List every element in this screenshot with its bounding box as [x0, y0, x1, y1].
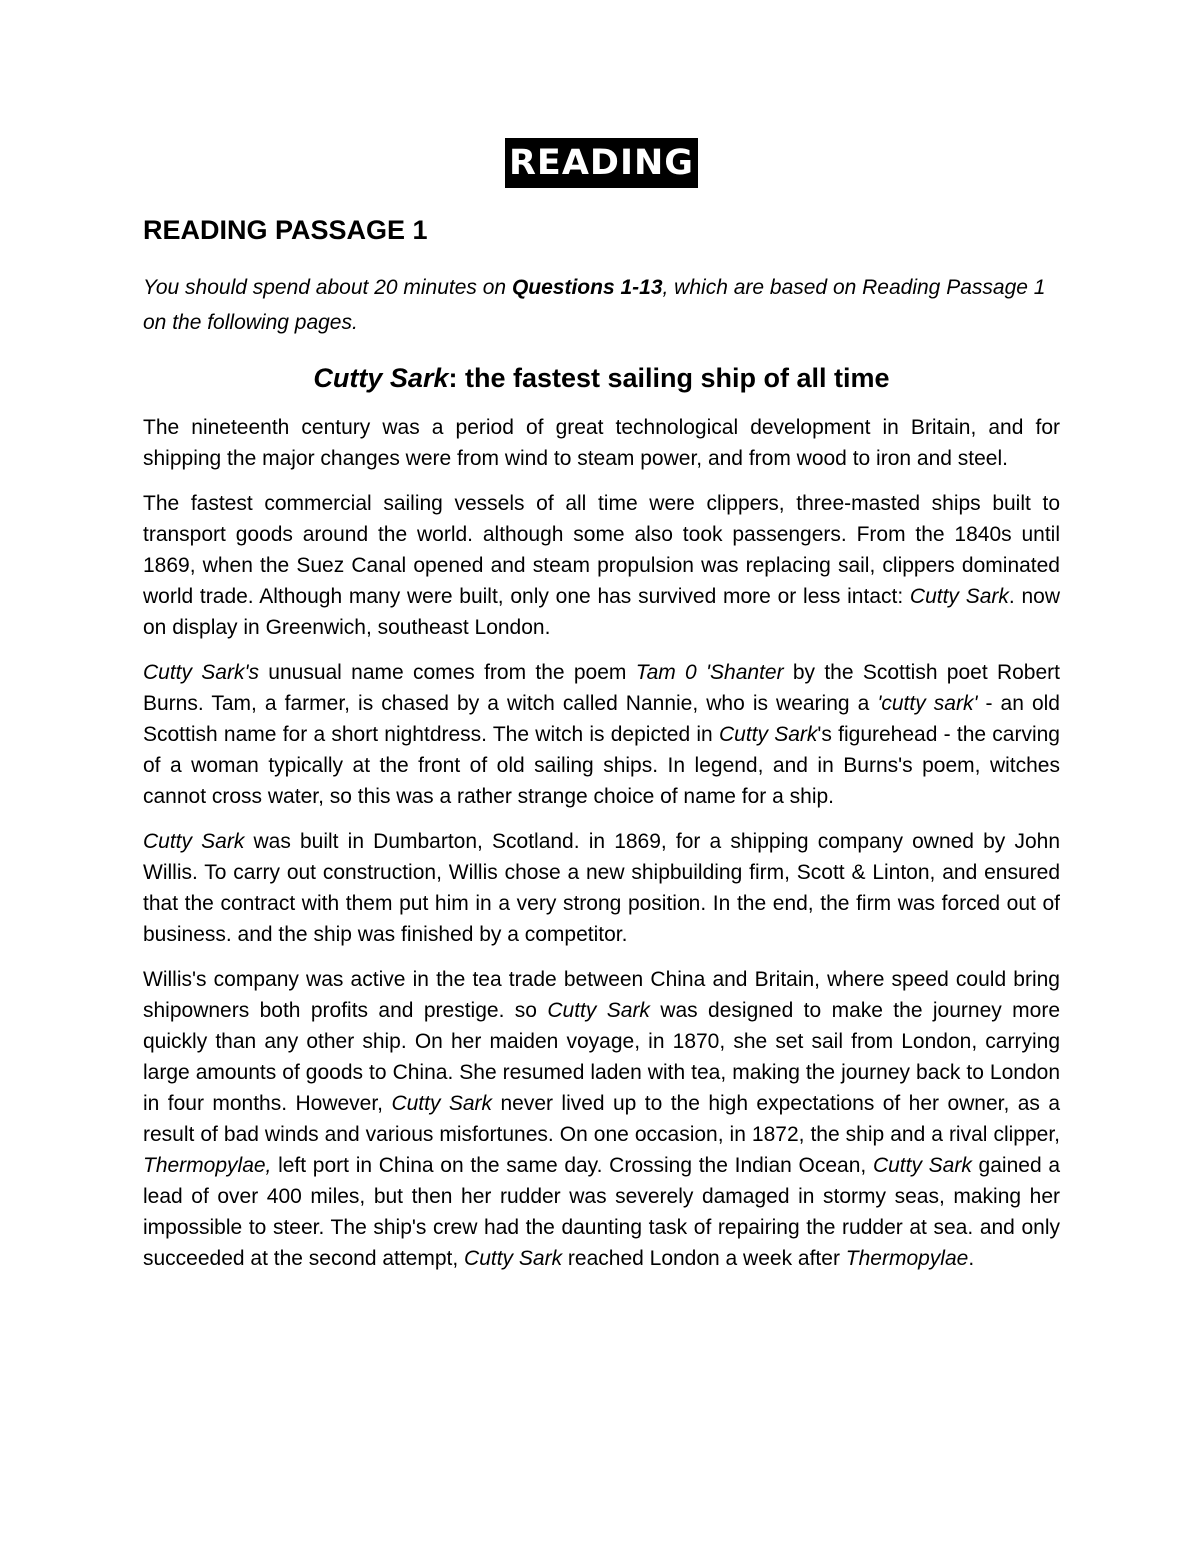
- italic-ship-name: Cutty Sark: [718, 723, 818, 746]
- italic-ship-name: Cutty Sark: [547, 999, 650, 1022]
- italic-ship-name: Cutty Sark: [464, 1247, 563, 1270]
- paragraph-text: . now on display in Greenwich, southeast London.: [143, 585, 1060, 639]
- paragraph-text: - an old Scottish name for a short nightdress. The witch is depicted in: [143, 692, 1060, 746]
- paragraph-text: was built in Dumbarton, Scotland. in 1869, for a shipping company owned by John Willis. To carry out construction, Willis chose a new shipbuilding firm, Scott & Linton, and ensured that the contract with them put him in a very strong position. In the end, the firm was forced out of business. and the ship was finished by a competitor.: [143, 830, 1060, 946]
- questions-range: Questions 1-13: [511, 276, 663, 299]
- instructions-text: You should spend about 20 minutes on: [143, 276, 512, 299]
- paragraph-text: The fastest commercial sailing vessels of all time were clippers, three-masted ships built to transport goods around the world. although some also took passengers. From the 1840s until 1869, when the Suez Canal opened and steam propulsion was replacing sail, clippers dominated world trade. Although many were built, only one has survived more or less intact:: [143, 492, 1060, 608]
- paragraph-5: [143, 964, 1060, 1274]
- italic-poem-title: Tam 0 'Shanter: [635, 661, 784, 684]
- italic-ship-name: Thermopylae,: [143, 1154, 272, 1177]
- passage-heading: READING PASSAGE 1: [143, 215, 428, 245]
- italic-term: 'cutty sark': [877, 692, 978, 715]
- document-page: [143, 138, 1060, 1274]
- paragraph-text: never lived up to the high expectations of her owner, as a result of bad winds and various misfortunes. On one occasion, in 1872, the ship and a rival clipper,: [143, 1092, 1061, 1146]
- paragraph-2: [143, 488, 1060, 643]
- paragraph-text: 's figurehead - the carving of a woman typically at the front of old sailing ships. In legend, and in Burns's poem, witches cannot cross water, so this was a rather strange choice of name for a ship.: [143, 723, 1060, 808]
- paragraph-4: [143, 826, 1060, 950]
- reading-banner: READING: [505, 138, 698, 188]
- paragraph-3: [143, 657, 1060, 812]
- italic-ship-name: Cutty Sark's: [143, 661, 259, 684]
- article-title: [143, 358, 1060, 398]
- paragraph-text: was designed to make the journey more quickly than any other ship. On her maiden voyage, in 1870, she set sail from London, carrying large amounts of goods to China. She resumed laden with tea, making the journey back to London in four months. However,: [143, 999, 1060, 1115]
- italic-ship-name: Cutty Sark: [391, 1092, 493, 1115]
- italic-ship-name: Thermopylae: [845, 1247, 969, 1270]
- paragraph-text: by the Scottish poet Robert Burns. Tam, a farmer, is chased by a witch called Nannie, who is wearing a: [143, 661, 1060, 715]
- banner-container: [143, 138, 1060, 190]
- paragraph-text: left port in China on the same day. Crossing the Indian Ocean,: [271, 1154, 873, 1177]
- italic-ship-name: Cutty Sark: [872, 1154, 972, 1177]
- paragraph-text: .: [968, 1247, 975, 1270]
- italic-ship-name: Cutty Sark: [143, 830, 245, 853]
- article-title-rest: : the fastest sailing ship of all time: [448, 363, 890, 393]
- paragraph-text: gained a lead of over 400 miles, but then her rudder was severely damaged in stormy seas, making her impossible to steer. The ship's crew had the daunting task of repairing the rudder at sea. and only succeeded at the second attempt,: [143, 1154, 1061, 1270]
- instructions: [143, 270, 1060, 340]
- paragraph-text: reached London a week after: [562, 1247, 846, 1270]
- italic-ship-name: Cutty Sark: [909, 585, 1009, 608]
- instructions-text-end: , which are based on Reading Passage 1 on the following pages.: [143, 276, 1046, 334]
- paragraph-text: The nineteenth century was a period of great technological development in Britain, and for shipping the major changes were from wind to steam power, and from wood to iron and steel.: [143, 416, 1060, 470]
- paragraph-text: Willis's company was active in the tea trade between China and Britain, where speed could bring shipowners both profits and prestige. so: [143, 968, 1060, 1022]
- article-title-ship: Cutty Sark: [313, 363, 449, 393]
- paragraph-1: [143, 412, 1060, 474]
- paragraph-text: unusual name comes from the poem: [259, 661, 636, 684]
